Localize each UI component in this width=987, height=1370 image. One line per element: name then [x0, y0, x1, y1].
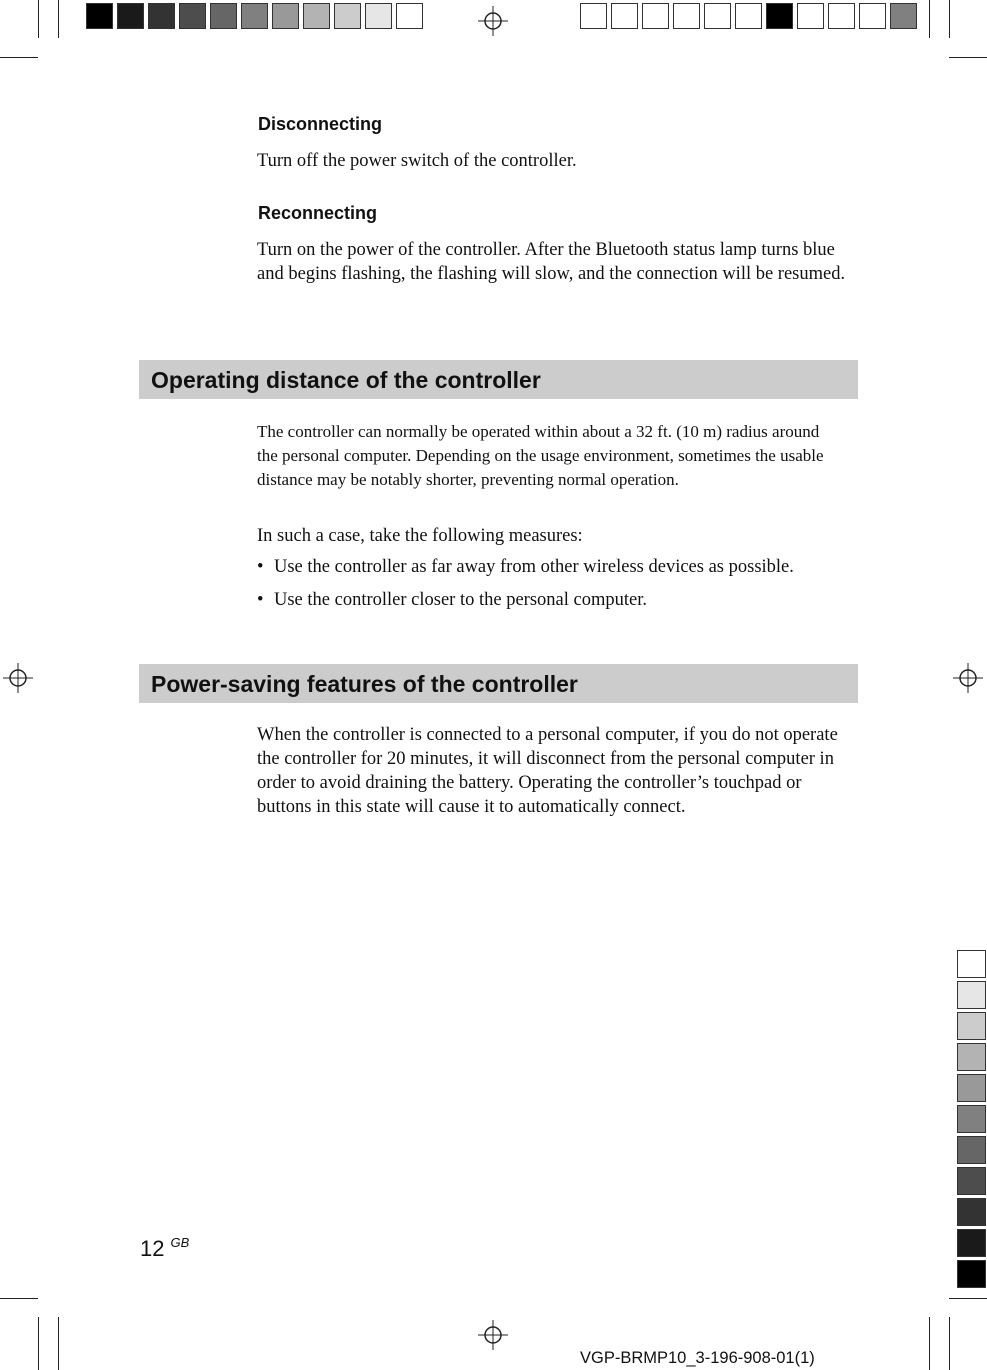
color-swatch [957, 1012, 986, 1040]
language-code: GB [170, 1235, 190, 1250]
list-item [257, 557, 794, 578]
color-swatch [957, 1074, 986, 1102]
color-swatch [957, 1198, 986, 1226]
registration-mark-left-icon [3, 663, 33, 693]
operating-distance-title: Operating distance of the controller [151, 367, 541, 393]
color-swatch [704, 3, 731, 29]
color-swatch [241, 3, 268, 29]
color-swatch [957, 1043, 986, 1071]
color-swatch [396, 3, 423, 29]
operating-distance-section-bar [139, 360, 858, 399]
reconnecting-heading: Reconnecting [258, 203, 378, 223]
color-swatch [611, 3, 638, 29]
registration-mark-top-icon [478, 6, 508, 36]
power-saving-section-bar [139, 664, 858, 703]
document-code: VGP-BRMP10_3-196-908-01(1) [580, 1349, 815, 1367]
color-swatch [957, 1136, 986, 1164]
operating-distance-paragraph: The controller can normally be operated within about a 32 ft. (10 m) radius around the personal computer. Depending on the usage environment, sometimes the usable distance may be notably shorter, preventing normal operation. [257, 422, 824, 489]
color-swatch [179, 3, 206, 29]
bullet-icon: • [257, 590, 264, 610]
color-swatch [86, 3, 113, 29]
registration-mark-bottom-icon [478, 1320, 508, 1350]
measures-intro: In such a case, take the following measures: [257, 526, 583, 546]
color-swatch [365, 3, 392, 29]
color-swatch [642, 3, 669, 29]
color-swatch [580, 3, 607, 29]
page-number [140, 1235, 189, 1262]
color-swatch [303, 3, 330, 29]
color-swatch [797, 3, 824, 29]
color-swatch [957, 1260, 986, 1288]
color-swatch [957, 950, 986, 978]
color-swatch [148, 3, 175, 29]
color-swatch [735, 3, 762, 29]
color-swatch [272, 3, 299, 29]
color-swatch [117, 3, 144, 29]
reconnecting-text: Turn on the power of the controller. After the Bluetooth status lamp turns blue and begins flashing, the flashing will slow, and the connection will be resumed. [257, 240, 846, 284]
power-saving-title: Power-saving features of the controller [151, 671, 578, 697]
color-bar-right [957, 950, 985, 1291]
registration-mark-right-icon [953, 663, 983, 693]
color-swatch [957, 1229, 986, 1257]
color-swatch [957, 1167, 986, 1195]
color-bar-top-right [580, 3, 921, 29]
color-swatch [766, 3, 793, 29]
color-swatch [334, 3, 361, 29]
disconnecting-heading: Disconnecting [258, 114, 383, 134]
color-swatch [210, 3, 237, 29]
disconnecting-text: Turn off the power switch of the controller. [257, 151, 577, 171]
color-swatch [957, 1105, 986, 1133]
list-item-text: Use the controller as far away from other wireless devices as possible. [274, 557, 794, 577]
color-swatch [828, 3, 855, 29]
bullet-icon: • [257, 557, 264, 577]
color-swatch [890, 3, 917, 29]
list-item [257, 590, 647, 611]
color-swatch [859, 3, 886, 29]
power-saving-paragraph: When the controller is connected to a personal computer, if you do not operate the controller for 20 minutes, it will disconnect from the personal computer in order to avoid draining the battery. Operating the controller’s touchpad or buttons in this state will cause it to automatically connect. [257, 725, 838, 817]
list-item-text: Use the controller closer to the personal computer. [274, 590, 647, 610]
color-bar-top-left [86, 3, 427, 29]
color-swatch [673, 3, 700, 29]
color-swatch [957, 981, 986, 1009]
page-number-value: 12 [140, 1236, 165, 1261]
